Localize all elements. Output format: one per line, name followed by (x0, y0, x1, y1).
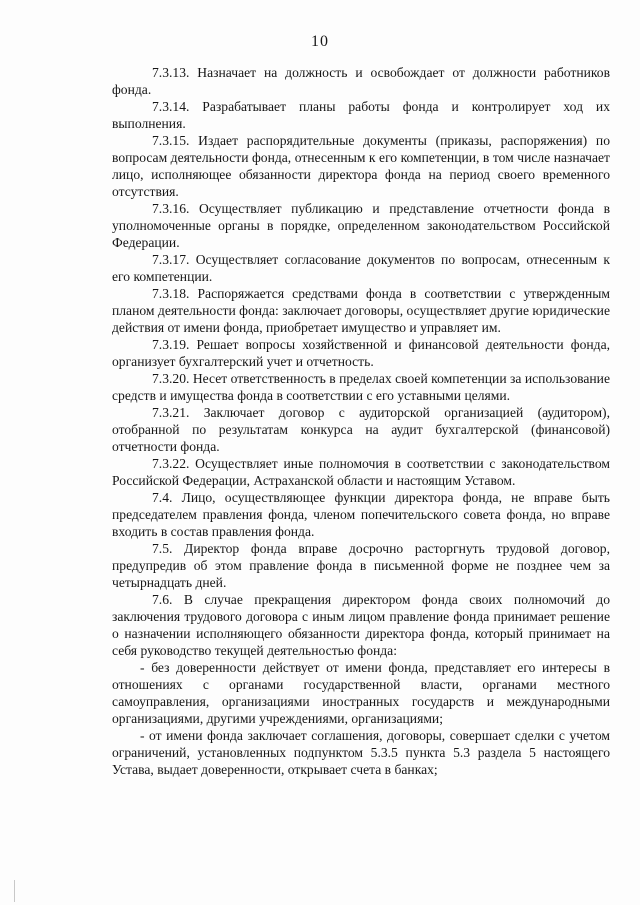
paragraph-7-3-22: 7.3.22. Осуществляет иные полномочия в соответствии с законодательством Российской Федерации, Астраханской области и настоящим Уставом. (112, 456, 610, 488)
paragraph-7-3-15: 7.3.15. Издает распорядительные документы (приказы, распоряжения) по вопросам деятельности фонда, отнесенным к его компетенции, в том числе назначает лицо, исполняющее обязанности директора фонда на период своего временного отсутствия. (112, 133, 610, 199)
list-item-representation: - без доверенности действует от имени фонда, представляет его интересы в отношениях с органами государственной власти, органами местного самоуправления, организациями иностранных государств и международными организациями, другими учреждениями, организациями; (112, 660, 610, 726)
paragraph-7-3-13: 7.3.13. Назначает на должность и освобождает от должности работников фонда. (112, 65, 610, 97)
scan-edge-mark (14, 880, 15, 902)
paragraph-7-6: 7.6. В случае прекращения директором фонда своих полномочий до заключения трудового договора с иным лицом правление фонда принимает решение о назначении исполняющего обязанности директора фонда, который принимает на себя руководство текущей деятельностью фонда: (112, 592, 610, 658)
paragraph-7-4: 7.4. Лицо, осуществляющее функции директора фонда, не вправе быть председателем правления фонда, членом попечительского совета фонда, но вправе входить в состав правления фонда. (112, 490, 610, 539)
paragraph-7-3-17: 7.3.17. Осуществляет согласование документов по вопросам, отнесенным к его компетенции. (112, 252, 610, 284)
page-number: 10 (311, 33, 329, 50)
document-body (112, 64, 610, 778)
paragraph-7-5: 7.5. Директор фонда вправе досрочно расторгнуть трудовой договор, предупредив об этом правление фонда в письменной форме не позднее чем за четырнадцать дней. (112, 541, 610, 590)
paragraph-7-3-19: 7.3.19. Решает вопросы хозяйственной и финансовой деятельности фонда, организует бухгалтерский учет и отчетность. (112, 337, 610, 369)
paragraph-7-3-21: 7.3.21. Заключает договор с аудиторской организацией (аудитором), отобранной по результатам конкурса на аудит бухгалтерской (финансовой) отчетности фонда. (112, 405, 610, 454)
paragraph-7-3-18: 7.3.18. Распоряжается средствами фонда в соответствии с утвержденным планом деятельности фонда: заключает договоры, осуществляет другие юридические действия от имени фонда, приобретает имущество и управляет им. (112, 286, 610, 335)
paragraph-7-3-16: 7.3.16. Осуществляет публикацию и представление отчетности фонда в уполномоченные органы в порядке, определенном законодательством Российской Федерации. (112, 201, 610, 250)
paragraph-7-3-14: 7.3.14. Разрабатывает планы работы фонда и контролирует ход их выполнения. (112, 99, 610, 131)
list-item-agreements: - от имени фонда заключает соглашения, договоры, совершает сделки с учетом ограничений, установленных подпунктом 5.3.5 пункта 5.3 раздела 5 настоящего Устава, выдает доверенности, открывает счета в банках; (112, 728, 610, 777)
paragraph-7-3-20: 7.3.20. Несет ответственность в пределах своей компетенции за использование средств и имущества фонда в соответствии с его уставными целями. (112, 371, 610, 403)
